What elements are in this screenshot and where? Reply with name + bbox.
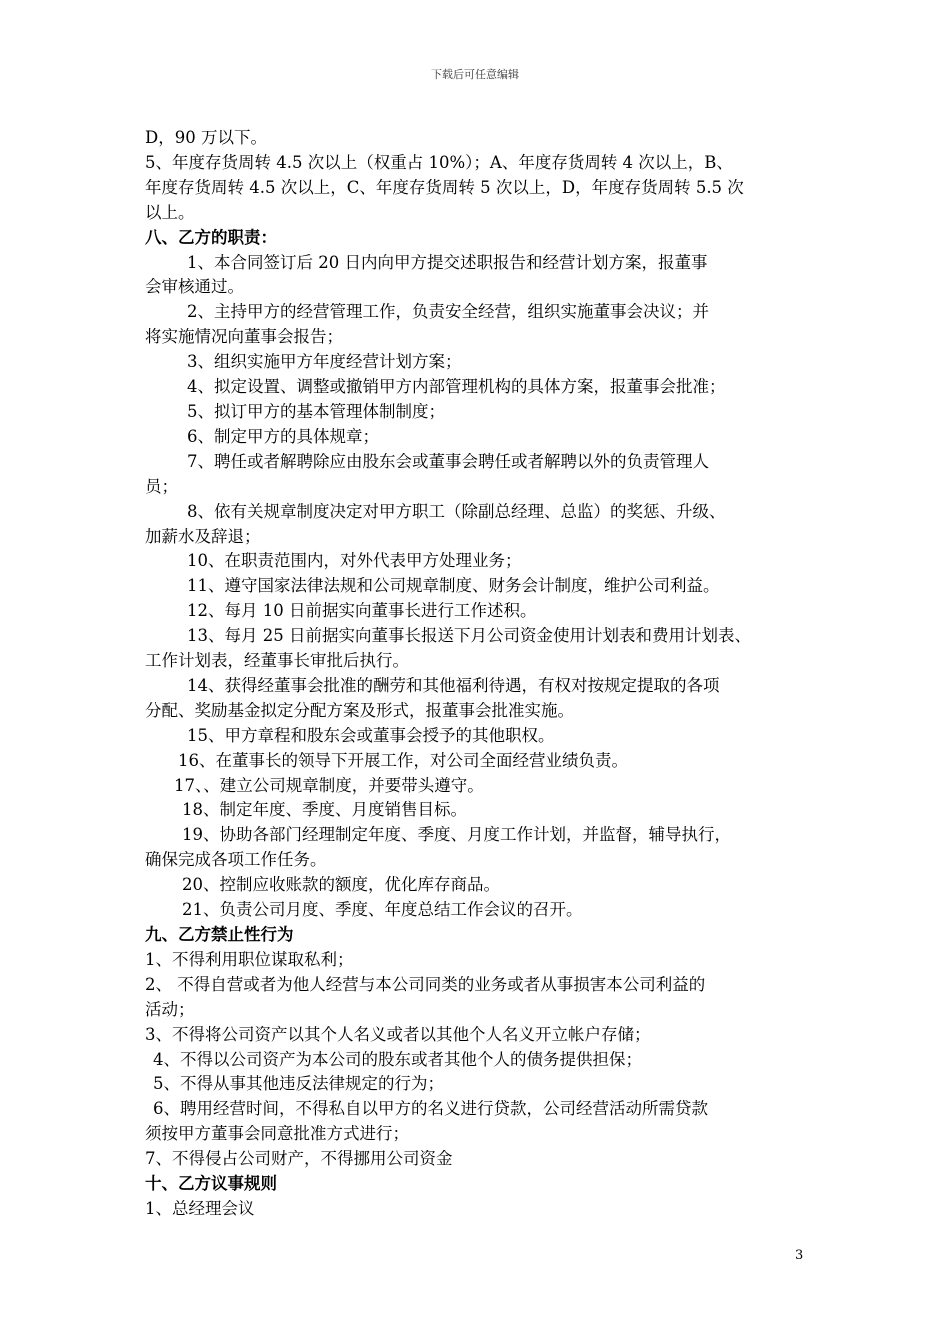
paragraph-line: 12、每月 10 日前据实向董事长进行工作述积。 bbox=[187, 601, 537, 621]
paragraph-line: 5、不得从事其他违反法律规定的行为； bbox=[153, 1074, 444, 1094]
paragraph-line: 4、拟定设置、调整或撤销甲方内部管理机构的具体方案，报董事会批准； bbox=[187, 377, 726, 397]
paragraph-line: 6、制定甲方的具体规章； bbox=[187, 426, 379, 446]
paragraph-line: 将实施情况向董事会报告； bbox=[145, 327, 343, 347]
paragraph-line: D，90 万以下。 bbox=[145, 128, 267, 147]
paragraph-line: 2、 不得自营或者为他人经营与本公司同类的业务或者从事损害本公司利益的 bbox=[145, 974, 706, 994]
section-heading: 九、乙方禁止性行为 bbox=[145, 925, 294, 944]
paragraph-line: 15、甲方章程和股东会或董事会授予的其他职权。 bbox=[187, 725, 555, 745]
paragraph-line: 员； bbox=[145, 476, 178, 496]
paragraph-line: 16、在董事长的领导下开展工作，对公司全面经营业绩负责。 bbox=[178, 750, 628, 770]
paragraph-line: 3、组织实施甲方年度经营计划方案； bbox=[187, 352, 462, 372]
paragraph-line: 6、聘用经营时间，不得私自以甲方的名义进行贷款，公司经营活动所需贷款 bbox=[153, 1099, 708, 1119]
paragraph-line: 5、拟订甲方的基本管理体制制度； bbox=[187, 401, 445, 421]
paragraph-line: 7、不得侵占公司财产，不得挪用公司资金 bbox=[145, 1149, 453, 1169]
section-heading: 十、乙方议事规则 bbox=[145, 1174, 277, 1194]
paragraph-line: 3、不得将公司资产以其个人名义或者以其他个人名义开立帐户存储； bbox=[145, 1024, 651, 1044]
paragraph-line: 会审核通过。 bbox=[145, 277, 244, 297]
paragraph-line: 10、在职责范围内，对外代表甲方处理业务； bbox=[187, 551, 522, 571]
paragraph-line: 21、负责公司月度、季度、年度总结工作会议的召开。 bbox=[182, 900, 583, 920]
paragraph-line: 工作计划表，经董事长审批后执行。 bbox=[145, 651, 409, 671]
paragraph-line: 20、控制应收账款的额度，优化库存商品。 bbox=[182, 875, 500, 895]
paragraph-line: 14、获得经董事会批准的酬劳和其他福利待遇，有权对按规定提取的各项 bbox=[187, 675, 720, 695]
paragraph-line: 17、、建立公司规章制度，并要带头遵守。 bbox=[174, 775, 484, 795]
paragraph-line: 13、每月 25 日前据实向董事长报送下月公司资金使用计划表和费用计划表、 bbox=[187, 626, 751, 646]
paragraph-line: 1、总经理会议 bbox=[145, 1198, 255, 1218]
paragraph-line: 活动； bbox=[145, 999, 195, 1019]
paragraph-line: 18、制定年度、季度、月度销售目标。 bbox=[182, 800, 467, 820]
paragraph-line: 以上。 bbox=[145, 202, 195, 222]
section-heading: 八、乙方的职责： bbox=[145, 227, 277, 247]
paragraph-line: 4、不得以公司资产为本公司的股东或者其他个人的债务提供担保； bbox=[153, 1049, 642, 1069]
paragraph-line: 8、依有关规章制度决定对甲方职工（除副总经理、总监）的奖惩、升级、 bbox=[187, 501, 726, 521]
page-header: 下载后可任意编辑 bbox=[431, 68, 519, 81]
paragraph-line: 7、聘任或者解聘除应由股东会或董事会聘任或者解聘以外的负责管理人 bbox=[187, 451, 709, 471]
paragraph-line: 2、主持甲方的经营管理工作，负责安全经营，组织实施董事会决议；并 bbox=[187, 302, 709, 322]
paragraph-line: 5、年度存货周转 4.5 次以上（权重占 10%）；A、年度存货周转 4 次以上，B、 bbox=[145, 152, 733, 172]
paragraph-line: 年度存货周转 4.5 次以上，C、年度存货周转 5 次以上，D，年度存货周转 5.5 次 bbox=[145, 177, 744, 197]
paragraph-line: 分配、奖励基金拟定分配方案及形式，报董事会批准实施。 bbox=[145, 700, 574, 720]
paragraph-line: 19、协助各部门经理制定年度、季度、月度工作计划，并监督，辅导执行， bbox=[182, 825, 731, 845]
document-body bbox=[145, 126, 820, 1222]
paragraph-line: 1、本合同签订后 20 日内向甲方提交述职报告和经营计划方案，报董事 bbox=[187, 252, 708, 272]
paragraph-line: 11、遵守国家法律法规和公司规章制度、财务会计制度，维护公司利益。 bbox=[187, 576, 720, 596]
paragraph-line: 须按甲方董事会同意批准方式进行； bbox=[145, 1124, 409, 1144]
paragraph-line: 1、不得利用职位谋取私利； bbox=[145, 949, 354, 969]
page-number: 3 bbox=[795, 1248, 804, 1263]
paragraph-line: 加薪水及辞退； bbox=[145, 526, 261, 546]
paragraph-line: 确保完成各项工作任务。 bbox=[145, 850, 327, 870]
